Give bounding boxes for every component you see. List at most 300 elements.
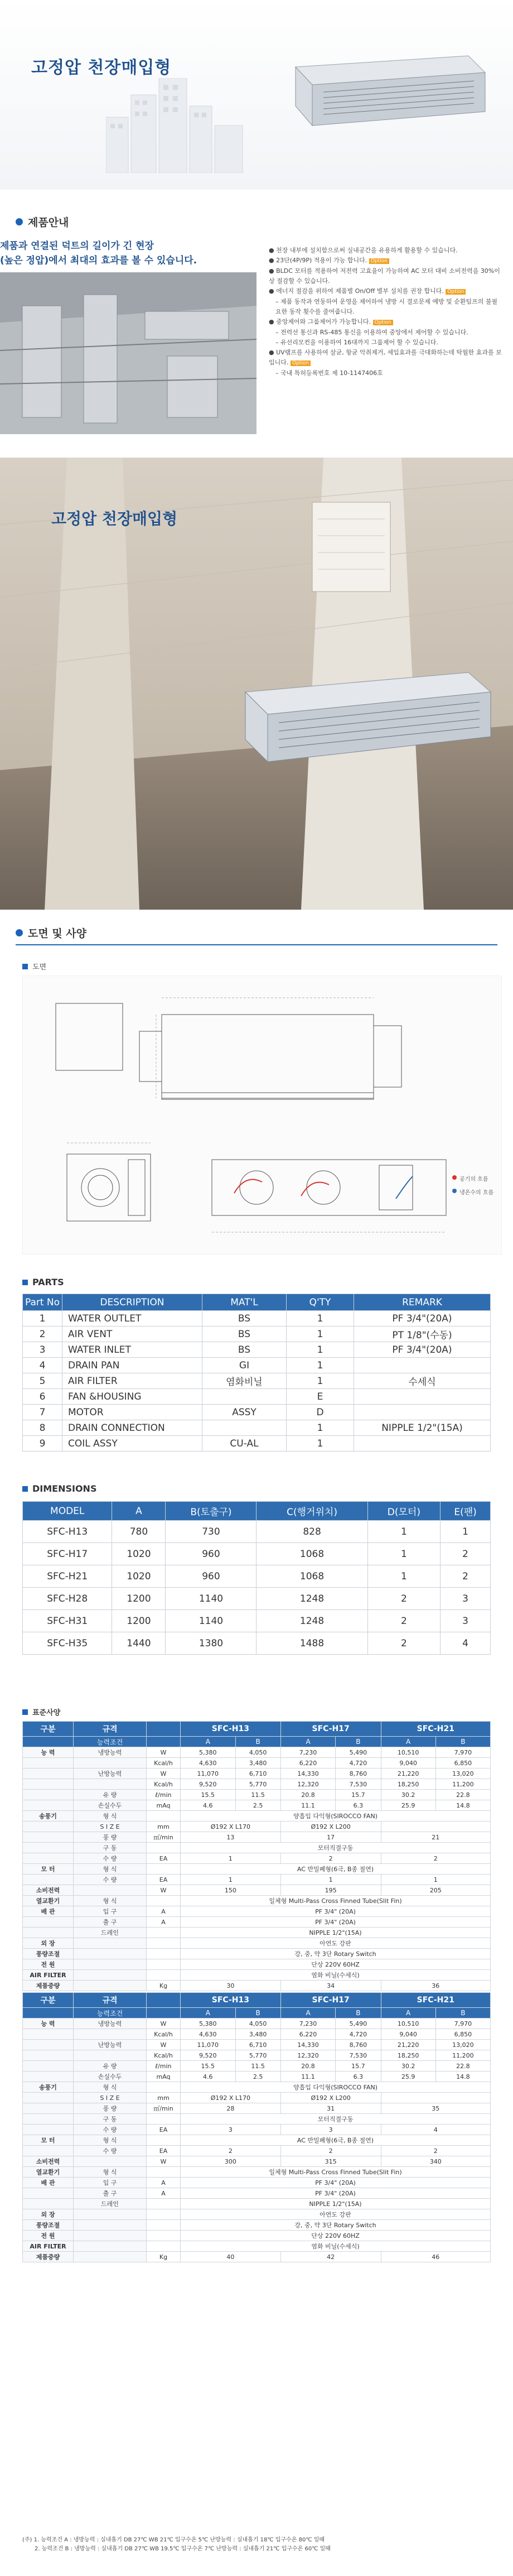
spec-unit-cell (147, 2220, 181, 2231)
spec-group-cell (23, 1832, 74, 1843)
spec-row (23, 1747, 491, 1758)
spec-item-cell: S I Z E (74, 1822, 147, 1832)
spec-sub-cell (23, 1737, 74, 1747)
dim-cell: SFC-H31 (23, 1610, 112, 1632)
intro-bullets (269, 246, 503, 378)
dim-cell: 2 (441, 1543, 491, 1565)
spec-unit-cell (147, 2114, 181, 2125)
spec-group-cell (23, 1928, 74, 1938)
spec-unit-cell (147, 2241, 181, 2252)
spec-table (22, 1992, 491, 2262)
spec-value-cell: 3 (280, 2125, 381, 2135)
spec-group-cell (23, 2061, 74, 2072)
dim-cell: SFC-H21 (23, 1565, 112, 1588)
spec-unit-cell: A (147, 2188, 181, 2199)
spec-model-cell: SFC-H13 (181, 1993, 281, 2008)
spec-value-cell: 25.9 (381, 1800, 435, 1811)
spec-group-cell (23, 1822, 74, 1832)
spec-row (23, 2135, 491, 2146)
spec-value-cell: 30.2 (381, 1790, 435, 1800)
bullet-item: ● 중앙제어와 그룹제어가 가능합니다. Option (269, 317, 503, 328)
spec-group-cell: 전 원 (23, 1959, 74, 1970)
parts-row (23, 1311, 491, 1327)
spec-value-cell: 46 (381, 2252, 491, 2262)
spec-value-cell: 9,040 (381, 2029, 435, 2040)
spec-row (23, 2082, 491, 2093)
spec-value-cell: 양흡입 다익형(SIROCCO FAN) (181, 1811, 491, 1822)
dim-cell: 1200 (112, 1588, 166, 1610)
spec-row (23, 1853, 491, 1864)
spec-group-cell: AIR FILTER (23, 1970, 74, 1981)
spec-value-cell: 일체형 Multi-Pass Cross Finned Tube(Slit Fin) (181, 2167, 491, 2178)
spec-value-cell: 3 (181, 2125, 281, 2135)
spec-group-cell (23, 2125, 74, 2135)
spec-row (23, 2167, 491, 2178)
spec-sub-cell: A (280, 2008, 336, 2018)
spec-unit-cell (147, 1843, 181, 1853)
parts-section (0, 1267, 513, 1473)
spec-value-cell: 40 (181, 2252, 281, 2262)
dim-row (23, 1543, 491, 1565)
parts-cell (354, 1405, 491, 1420)
spec-row (23, 1938, 491, 1949)
spec-unit-cell (147, 1928, 181, 1938)
parts-row (23, 1389, 491, 1405)
spec-value-cell (381, 1822, 491, 1832)
parts-cell (202, 1420, 287, 1436)
parts-header-cell: REMARK (354, 1294, 491, 1311)
spec-group-cell (23, 2050, 74, 2061)
spec-item-cell: 형 식 (74, 1811, 147, 1822)
spec-item-cell: 형 식 (74, 1896, 147, 1906)
spec-item-cell: S I Z E (74, 2093, 147, 2103)
parts-cell: PF 3/4"(20A) (354, 1311, 491, 1327)
intro-tagline-line1: 제품과 연결된 덕트의 길이가 긴 현장 (0, 241, 154, 252)
spec-group-cell: 능 력 (23, 1747, 74, 1758)
drawing-heading-text: 도면 및 사양 (28, 927, 86, 940)
dim-cell: SFC-H35 (23, 1632, 112, 1655)
spec-value-cell: 7,970 (435, 1747, 490, 1758)
spec-value-cell: 4,720 (336, 1758, 381, 1768)
spec-value-cell: 6,710 (235, 1768, 280, 1779)
spec-value-cell: 5,770 (235, 1779, 280, 1790)
spec-value-cell: 11,200 (435, 2050, 490, 2061)
spec-row (23, 2114, 491, 2125)
spec-value-cell: 20.8 (280, 1790, 336, 1800)
spec-header-cell: 구분 (23, 1722, 74, 1737)
spec-item-cell: 구 동 (74, 2114, 147, 2125)
spec-value-cell: 단상 220V 60HZ (181, 1959, 491, 1970)
spec-value-cell: 1 (381, 1875, 491, 1885)
spec-row (23, 2220, 491, 2231)
spec-value-cell: 28 (181, 2103, 281, 2114)
spec-value-cell: 6,850 (435, 1758, 490, 1768)
spec-row (23, 1822, 491, 1832)
spec-value-cell: 1 (280, 1875, 381, 1885)
spec-value-cell: 30.2 (381, 2061, 435, 2072)
spec-value-cell: 2.5 (235, 1800, 280, 1811)
parts-cell (354, 1389, 491, 1405)
spec-unit-cell: mm (147, 2093, 181, 2103)
spec-sub-cell: A (181, 1737, 236, 1747)
parts-cell: 수세식 (354, 1373, 491, 1389)
spec-unit-cell: EA (147, 2125, 181, 2135)
dim-cell: 1440 (112, 1632, 166, 1655)
spec-item-cell (74, 1959, 147, 1970)
spec-heading (22, 1707, 60, 1717)
spec-value-cell: 아연도 강판 (181, 1938, 491, 1949)
spec-value-cell: 8,760 (336, 2040, 381, 2050)
spec-model-cell: SFC-H17 (280, 1722, 381, 1737)
spec-unit-cell: Kcal/h (147, 1779, 181, 1790)
spec-unit-cell: ℓ/min (147, 2061, 181, 2072)
spec-value-cell: 22.8 (435, 2061, 490, 2072)
building-sketch-image (106, 78, 245, 173)
parts-header-cell: Part No (23, 1294, 62, 1311)
parts-header-cell: DESCRIPTION (62, 1294, 202, 1311)
dim-row (23, 1521, 491, 1543)
spec-value-cell: 14.8 (435, 1800, 490, 1811)
dim-cell: 1068 (256, 1565, 367, 1588)
parts-row (23, 1358, 491, 1373)
spec-row (23, 2061, 491, 2072)
spec-row (23, 2093, 491, 2103)
option-badge: Option (291, 361, 311, 366)
spec-notes (22, 2536, 331, 2554)
spec-item-cell: 형 식 (74, 2135, 147, 2146)
dim-cell: 2 (367, 1610, 441, 1632)
parts-cell: NIPPLE 1/2"(15A) (354, 1420, 491, 1436)
spec-unit-cell: mm (147, 1822, 181, 1832)
spec-value-cell: 34 (280, 1981, 381, 1991)
spec-value-cell: 36 (381, 1981, 491, 1991)
product-photo-section (0, 458, 513, 910)
spec-value-cell: 6.3 (336, 2072, 381, 2082)
spec-item-cell (74, 1949, 147, 1959)
spec-unit-cell: Kcal/h (147, 2029, 181, 2040)
spec-row (23, 2029, 491, 2040)
spec-group-cell: 송풍기 (23, 2082, 74, 2093)
spec-item-cell (74, 2220, 147, 2231)
dim-header-cell: C(행거위치) (256, 1502, 367, 1521)
parts-cell: 1 (287, 1420, 354, 1436)
parts-cell: 1 (287, 1373, 354, 1389)
bullet-item: ● 에너지 절감을 위하여 제품별 On/Off 별부 설치를 권장 합니다. Option (269, 286, 503, 297)
spec-item-cell: 형 식 (74, 2167, 147, 2178)
spec-group-cell (23, 2146, 74, 2156)
spec-item-cell: 수 량 (74, 2125, 147, 2135)
spec-value-cell: 7,230 (280, 1747, 336, 1758)
spec-value-cell: 12,320 (280, 1779, 336, 1790)
spec-sub-cell: B (336, 1737, 381, 1747)
spec-group-cell (23, 1768, 74, 1779)
spec-group-cell (23, 2103, 74, 2114)
parts-cell: 8 (23, 1420, 62, 1436)
spec-group-cell (23, 2072, 74, 2082)
spec-value-cell: 4,630 (181, 1758, 236, 1768)
dim-cell: 1 (367, 1565, 441, 1588)
spec-value-cell: 5,380 (181, 1747, 236, 1758)
bullet-item: ● 천장 내부에 설치함으로써 실내공간을 유용하게 활용할 수 있습니다. (269, 247, 458, 254)
dimensions-heading (22, 1483, 96, 1494)
spec-value-cell: 5,490 (336, 1747, 381, 1758)
spec-unit-cell: mAq (147, 1800, 181, 1811)
parts-cell (354, 1436, 491, 1452)
parts-cell: PT 1/8"(수동) (354, 1327, 491, 1342)
spec-value-cell: PF 3/4" (20A) (181, 1917, 491, 1928)
bullet-sub-item: – 전력선 통신과 RS-485 통신을 이용하여 중앙에서 제어할 수 있습니다. (275, 329, 468, 336)
spec-value-cell: PF 3/4" (20A) (181, 1906, 491, 1917)
dim-cell: 960 (166, 1565, 256, 1588)
spec-value-cell: 31 (280, 2103, 381, 2114)
spec-group-cell (23, 1790, 74, 1800)
dimensions-section (0, 1473, 513, 1696)
spec-item-cell (74, 1779, 147, 1790)
spec-row (23, 1768, 491, 1779)
parts-cell: 1 (287, 1311, 354, 1327)
spec-item-cell: 입 구 (74, 2178, 147, 2188)
spec-row (23, 1779, 491, 1790)
spec-tables (22, 1721, 491, 2263)
parts-row (23, 1373, 491, 1389)
square-bullet-icon (22, 1280, 28, 1285)
parts-cell: D (287, 1405, 354, 1420)
spec-unit-cell: W (147, 2018, 181, 2029)
spec-group-cell: 송풍기 (23, 1811, 74, 1822)
spec-row (23, 2146, 491, 2156)
spec-group-cell (23, 2093, 74, 2103)
spec-value-cell: 15.7 (336, 2061, 381, 2072)
spec-value-cell: 35 (381, 2103, 491, 2114)
spec-model-cell: SFC-H17 (280, 1993, 381, 2008)
spec-unit-cell: mAq (147, 2072, 181, 2082)
spec-unit-cell (147, 1811, 181, 1822)
spec-value-cell: 5,490 (336, 2018, 381, 2029)
spec-value-cell: 6,850 (435, 2029, 490, 2040)
spec-group-cell: 소비전력 (23, 2156, 74, 2167)
spec-value-cell: 195 (280, 1885, 381, 1896)
spec-row (23, 1790, 491, 1800)
dim-cell: 1020 (112, 1543, 166, 1565)
spec-value-cell: 13 (181, 1832, 281, 1843)
spec-value-cell: 모터직결구동 (181, 1843, 491, 1853)
spec-value-cell: 14,330 (280, 1768, 336, 1779)
spec-value-cell: 양흡입 다익형(SIROCCO FAN) (181, 2082, 491, 2093)
spec-value-cell: Ø192 X L200 (280, 1822, 381, 1832)
spec-value-cell: 6,710 (235, 2040, 280, 2050)
spec-value-cell: 14,330 (280, 2040, 336, 2050)
dim-header-cell: A (112, 1502, 166, 1521)
spec-item-cell: 수 량 (74, 1875, 147, 1885)
spec-row (23, 2188, 491, 2199)
spec-row (23, 2018, 491, 2029)
spec-value-cell: 21,220 (381, 1768, 435, 1779)
spec-group-cell: 배 관 (23, 2178, 74, 2188)
spec-group-cell (23, 2029, 74, 2040)
spec-item-cell: 손실수두 (74, 1800, 147, 1811)
parts-cell: 1 (287, 1436, 354, 1452)
spec-value-cell: 12,320 (280, 2050, 336, 2061)
spec-row (23, 1843, 491, 1853)
spec-unit-cell: ㎥/min (147, 2103, 181, 2114)
spec-value-cell: 300 (181, 2156, 281, 2167)
parts-cell: 7 (23, 1405, 62, 1420)
spec-unit-cell: Kcal/h (147, 2050, 181, 2061)
spec-unit-cell: EA (147, 2146, 181, 2156)
spec-row (23, 1970, 491, 1981)
parts-row (23, 1327, 491, 1342)
spec-sub-cell: B (235, 1737, 280, 1747)
parts-table (22, 1294, 491, 1452)
dim-cell: SFC-H13 (23, 1521, 112, 1543)
parts-cell: 염화비닐 (202, 1373, 287, 1389)
spec-sub-cell (147, 1737, 181, 1747)
spec-unit-cell: W (147, 1747, 181, 1758)
dim-row (23, 1565, 491, 1588)
spec-row (23, 1917, 491, 1928)
dim-cell: 1140 (166, 1588, 256, 1610)
spec-value-cell: 4.6 (181, 1800, 236, 1811)
spec-group-cell (23, 1853, 74, 1864)
spec-item-cell (74, 1938, 147, 1949)
parts-row (23, 1420, 491, 1436)
spec-unit-cell (147, 1938, 181, 1949)
dim-cell: 1248 (256, 1588, 367, 1610)
parts-cell: 1 (287, 1358, 354, 1373)
dim-header-cell: D(모터) (367, 1502, 441, 1521)
spec-value-cell: 340 (381, 2156, 491, 2167)
parts-cell: PF 3/4"(20A) (354, 1342, 491, 1358)
dim-cell: 1248 (256, 1610, 367, 1632)
spec-group-cell: 열교환기 (23, 2167, 74, 2178)
spec-group-cell: 제품중량 (23, 1981, 74, 1991)
spec-item-cell (74, 1885, 147, 1896)
spec-value-cell: 8,760 (336, 1768, 381, 1779)
section-dot-icon (16, 929, 23, 936)
spec-row (23, 1875, 491, 1885)
dim-cell: 2 (367, 1632, 441, 1655)
parts-cell: 1 (287, 1327, 354, 1342)
spec-value-cell: 42 (280, 2252, 381, 2262)
parts-cell: AIR FILTER (62, 1373, 202, 1389)
spec-value-cell: 9,040 (381, 1758, 435, 1768)
spec-unit-cell: Kg (147, 1981, 181, 1991)
square-bullet-icon (22, 964, 28, 969)
spec-value-cell: 15.5 (181, 2061, 236, 2072)
spec-item-cell: 냉방능력 (74, 2018, 147, 2029)
spec-row (23, 2178, 491, 2188)
spec-value-cell: 모터직결구동 (181, 2114, 491, 2125)
spec-value-cell: 4,630 (181, 2029, 236, 2040)
spec-value-cell: 21 (381, 1832, 491, 1843)
spec-item-cell: 난방능력 (74, 1768, 147, 1779)
spec-item-cell (74, 2050, 147, 2061)
parts-header-cell: Q'TY (287, 1294, 354, 1311)
spec-sub-cell: A (381, 1737, 435, 1747)
spec-note: 2. 능력조건 B : 냉방능력 : 실내흡기 DB 27℃ WB 19.5℃ 입구수온 7℃ 난방능력 : 실내흡기 21℃ 입구수온 60℃ 일때 (35, 2546, 331, 2552)
spec-value-cell: 315 (280, 2156, 381, 2167)
spec-value-cell: 일체형 Multi-Pass Cross Finned Tube(Slit Fin) (181, 1896, 491, 1906)
spec-sub-cell: 능력조건 (74, 1737, 147, 1747)
spec-value-cell: 5,770 (235, 2050, 280, 2061)
dim-row (23, 1610, 491, 1632)
spec-value-cell: NIPPLE 1/2"(15A) (181, 2199, 491, 2209)
spec-value-cell: 5,380 (181, 2018, 236, 2029)
spec-section (0, 1696, 513, 2576)
spec-table (22, 1721, 491, 1991)
spec-group-cell: 소비전력 (23, 1885, 74, 1896)
spec-unit-cell: ㎥/min (147, 1832, 181, 1843)
intro-heading (16, 214, 69, 229)
spec-group-cell: 모 터 (23, 1864, 74, 1875)
spec-item-cell (74, 1970, 147, 1981)
spec-sub-cell: B (435, 2008, 490, 2018)
dim-cell: 3 (441, 1588, 491, 1610)
dim-row (23, 1588, 491, 1610)
spec-value-cell: 11,070 (181, 1768, 236, 1779)
spec-value-cell: 염화 비닐(수세식) (181, 2241, 491, 2252)
spec-sub-cell (23, 2008, 74, 2018)
spec-value-cell: 13,020 (435, 1768, 490, 1779)
spec-value-cell: 10,510 (381, 1747, 435, 1758)
spec-row (23, 1758, 491, 1768)
spec-value-cell: Ø192 X L170 (181, 1822, 281, 1832)
dim-header-cell: E(팬) (441, 1502, 491, 1521)
parts-cell: 1 (23, 1311, 62, 1327)
spec-value-cell: 6.3 (336, 1800, 381, 1811)
parts-heading-text: PARTS (32, 1277, 64, 1287)
spec-value-cell: 2 (181, 2146, 281, 2156)
product-unit-image (279, 50, 491, 134)
spec-item-cell (74, 2156, 147, 2167)
spec-group-cell (23, 1800, 74, 1811)
spec-value-cell: 11,200 (435, 1779, 490, 1790)
parts-cell (354, 1358, 491, 1373)
spec-item-cell: 냉방능력 (74, 1747, 147, 1758)
spec-value-cell: 21,220 (381, 2040, 435, 2050)
parts-cell: WATER OUTLET (62, 1311, 202, 1327)
spec-value-cell: 3,480 (235, 1758, 280, 1768)
spec-heading-text: 표준사양 (32, 1709, 61, 1717)
spec-header-cell (147, 1993, 181, 2008)
spec-value-cell: 6,220 (280, 1758, 336, 1768)
parts-row (23, 1405, 491, 1420)
parts-header-cell: MAT'L (202, 1294, 287, 1311)
dim-cell: 1 (441, 1521, 491, 1543)
spec-model-cell: SFC-H21 (381, 1993, 491, 2008)
parts-cell: 1 (287, 1342, 354, 1358)
spec-group-cell: 전 원 (23, 2231, 74, 2241)
spec-row (23, 2125, 491, 2135)
spec-value-cell: 18,250 (381, 2050, 435, 2061)
spec-group-cell (23, 1758, 74, 1768)
spec-value-cell: Ø192 X L200 (280, 2093, 381, 2103)
spec-row (23, 2231, 491, 2241)
spec-row (23, 1896, 491, 1906)
spec-item-cell (74, 1981, 147, 1991)
dim-cell: 1380 (166, 1632, 256, 1655)
spec-item-cell: 형 식 (74, 1864, 147, 1875)
parts-cell (202, 1389, 287, 1405)
spec-value-cell: 강, 중, 약 3단 Rotary Switch (181, 2220, 491, 2231)
spec-unit-cell (147, 2167, 181, 2178)
dim-cell: 780 (112, 1521, 166, 1543)
spec-value-cell: PF 3/4" (20A) (181, 2188, 491, 2199)
spec-unit-cell: W (147, 1768, 181, 1779)
legend-return-label: 냉온수의 흐름 (459, 1190, 494, 1196)
spec-unit-cell (147, 1970, 181, 1981)
spec-row (23, 1981, 491, 1991)
